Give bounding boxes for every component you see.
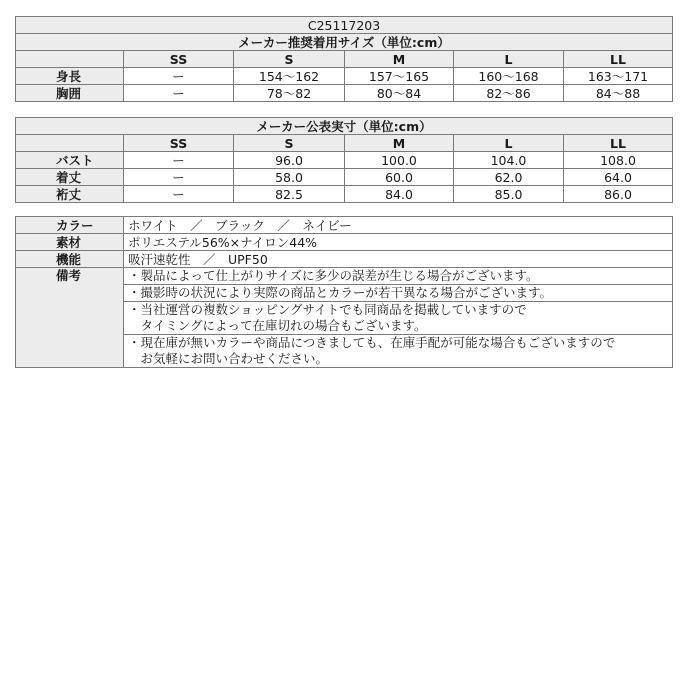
row-label: バスト bbox=[16, 152, 124, 169]
size-header: SS bbox=[124, 135, 234, 152]
table-row bbox=[16, 169, 673, 186]
table-cell: 100.0 bbox=[345, 152, 454, 169]
table-cell: ー bbox=[124, 169, 234, 186]
note-line: ・現在庫が無いカラーや商品につきましても、在庫手配が可能な場合もございますので bbox=[128, 335, 616, 350]
empty-header-cell bbox=[16, 51, 124, 68]
table-cell: 84〜88 bbox=[564, 85, 673, 102]
size-header: SS bbox=[124, 51, 234, 68]
spec-label: 素材 bbox=[16, 234, 124, 251]
spec-value: ポリエステル56%×ナイロン44% bbox=[124, 234, 673, 251]
empty-header-cell bbox=[16, 135, 124, 152]
size-header: L bbox=[454, 135, 564, 152]
spec-value: ホワイト ／ ブラック ／ ネイビー bbox=[124, 217, 673, 234]
note-item bbox=[124, 268, 673, 285]
table-cell: 82〜86 bbox=[454, 85, 564, 102]
note-line: お気軽にお問い合わせください。 bbox=[128, 351, 329, 366]
table-cell: 160〜168 bbox=[454, 68, 564, 85]
table-cell: ー bbox=[124, 152, 234, 169]
table-cell: ー bbox=[124, 85, 234, 102]
spec-row bbox=[16, 234, 673, 251]
spec-value: 吸汗速乾性 ／ UPF50 bbox=[124, 251, 673, 268]
measurement-table bbox=[15, 117, 673, 203]
row-label: 着丈 bbox=[16, 169, 124, 186]
row-label: 身長 bbox=[16, 68, 124, 85]
measurement-title: メーカー公表実寸（単位:cm） bbox=[16, 118, 673, 135]
table-cell: 108.0 bbox=[564, 152, 673, 169]
table-cell: 78〜82 bbox=[234, 85, 345, 102]
recommended-size-table bbox=[15, 16, 673, 102]
spec-row bbox=[16, 217, 673, 234]
size-header-row bbox=[16, 51, 673, 68]
spec-table bbox=[15, 216, 673, 368]
note-line: ・当社運営の複数ショッピングサイトでも同商品を掲載していますので bbox=[128, 302, 527, 317]
spec-label: カラー bbox=[16, 217, 124, 234]
size-header: LL bbox=[564, 135, 673, 152]
table-cell: 104.0 bbox=[454, 152, 564, 169]
table-cell: ー bbox=[124, 68, 234, 85]
table-row bbox=[16, 152, 673, 169]
note-row bbox=[16, 268, 673, 285]
table-cell: 163〜171 bbox=[564, 68, 673, 85]
size-header: LL bbox=[564, 51, 673, 68]
size-header: L bbox=[454, 51, 564, 68]
table-row bbox=[16, 85, 673, 102]
table-cell: 64.0 bbox=[564, 169, 673, 186]
table-cell: ー bbox=[124, 186, 234, 203]
table-row bbox=[16, 186, 673, 203]
note-item bbox=[124, 302, 673, 335]
table-row bbox=[16, 68, 673, 85]
size-header: M bbox=[345, 51, 454, 68]
size-header: S bbox=[234, 51, 345, 68]
note-item bbox=[124, 285, 673, 302]
table-cell: 80〜84 bbox=[345, 85, 454, 102]
table-cell: 60.0 bbox=[345, 169, 454, 186]
recommended-size-title: メーカー推奨着用サイズ（単位:cm） bbox=[16, 34, 673, 51]
table-cell: 154〜162 bbox=[234, 68, 345, 85]
size-header: M bbox=[345, 135, 454, 152]
table-cell: 96.0 bbox=[234, 152, 345, 169]
table-cell: 157〜165 bbox=[345, 68, 454, 85]
spec-label: 機能 bbox=[16, 251, 124, 268]
table-cell: 82.5 bbox=[234, 186, 345, 203]
notes-label: 備考 bbox=[16, 268, 124, 368]
size-header: S bbox=[234, 135, 345, 152]
spec-row bbox=[16, 251, 673, 268]
product-code: C25117203 bbox=[16, 17, 673, 34]
table-cell: 86.0 bbox=[564, 186, 673, 203]
table-cell: 58.0 bbox=[234, 169, 345, 186]
note-line: ・製品によって仕上がりサイズに多少の誤差が生じる場合がございます。 bbox=[128, 268, 539, 283]
table-cell: 84.0 bbox=[345, 186, 454, 203]
note-line: ・撮影時の状況により実際の商品とカラーが若干異なる場合がございます。 bbox=[128, 285, 553, 300]
row-label: 裄丈 bbox=[16, 186, 124, 203]
size-header-row bbox=[16, 135, 673, 152]
note-line: タイミングによって在庫切れの場合もございます。 bbox=[128, 318, 427, 333]
table-cell: 85.0 bbox=[454, 186, 564, 203]
row-label: 胸囲 bbox=[16, 85, 124, 102]
note-item bbox=[124, 335, 673, 368]
table-cell: 62.0 bbox=[454, 169, 564, 186]
